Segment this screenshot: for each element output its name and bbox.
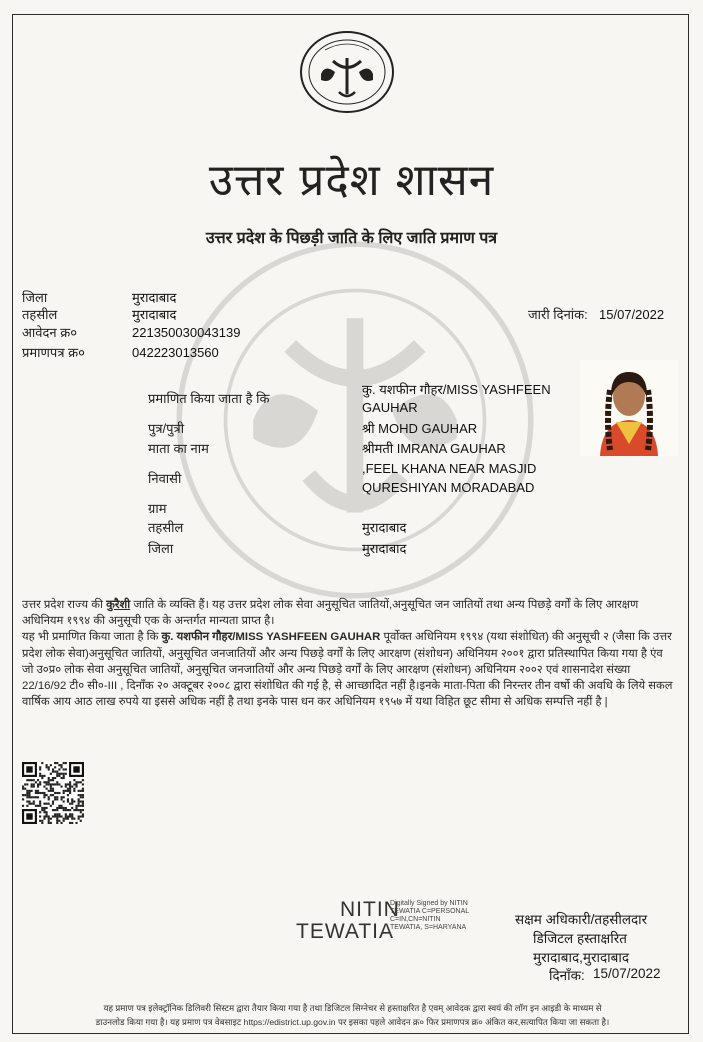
person-name-line2: GAUHAR — [362, 400, 418, 415]
mother-name-label: माता का नाम — [148, 441, 209, 456]
certify-label: प्रमाणित किया जाता है कि — [148, 391, 270, 406]
person-district-value: मुरादाबाद — [362, 541, 407, 556]
up-government-seal — [297, 30, 397, 114]
government-title: उत्तर प्रदेश शासन — [208, 155, 495, 206]
body-paragraph-2: यह भी प्रमाणित किया जाता है कि कु. यशफीन गौहर/MISS YASHFEEN GAUHAR पूर्वोक्त अधिनियम १९९४ (यथा संशोधित) की अनुसूची २ (जैसा कि उत्तर प्रदेश लोक सेवा)अनुसूचित जातियों, अनुसूचित जनजातियों और अन्य पिछड़े वर्गों के लिए आरक्षण (संशोधन) अधिनियम २००१ द्वारा प्रतिस्थापित किया गया है एंव जो उ०प्र० लोक सेवा अनुसूचित जातियों, अनुसूचित जनजातियों और अन्य पिछड़े वर्गों के लिए आरक्षण (संशोधन) अधिनियम २००२ एवं शासनादेश संख्या 22/16/92 टी० सी०-III , दिनाँक २० अक्टूबर २००८ द्वारा संशोधित की गई है, से आच्छादित नहीं है।इनके माता-पिता की निरन्तर तीन वर्षो की अवधि के लिये सकल वार्षिक आय आठ लाख रुपये या इससे अधिक नहीं है तथा इनके पास धन कर अधिनियम १९५७ में यथा विहित छूट सीमा से अधिक सम्पत्ति नहीं है | — [22, 631, 673, 709]
father-name-value: श्री MOHD GAUHAR — [362, 421, 478, 436]
person-tehsil-value: मुरादाबाद — [362, 520, 407, 535]
person-tehsil-label: तहसील — [148, 520, 184, 535]
officer-date-value: 15/07/2022 — [593, 966, 661, 981]
body-paragraph-1: उत्तर प्रदेश राज्य की कुरैशी जाति के व्यक्ति हैं। यह उत्तर प्रदेश लोक सेवा अनुसूचित जातियों,अनुसूचित जन जातियों तथा अन्य पिछड़े वर्गों के लिए आरक्षण अधिनियम १९९४ की अनुसूची एक के अन्तर्गत मान्यता प्राप्त है। — [22, 599, 639, 628]
application-number-label: आवेदन क्र० — [22, 325, 77, 340]
district-value: मुरादाबाद — [132, 290, 177, 305]
district-label: जिला — [22, 290, 48, 305]
resident-label: निवासी — [148, 471, 182, 486]
mother-name-value: श्रीमती IMRANA GAUHAR — [362, 441, 506, 456]
watermark-emblem — [170, 235, 540, 605]
tehsil-value: मुरादाबाद — [132, 307, 177, 322]
relation-label: पुत्र/पुत्री — [148, 421, 185, 436]
applicant-photo — [580, 360, 678, 456]
footer-line-1: यह प्रमाण पत्र इलेक्ट्रॉनिक डिलिवरी सिस्टम द्वारा तैयार किया गया है तथा डिजिटल सिग्नेचर से हस्ताक्षरित है एवम् आवेदक द्वारा स्वयं की लॉग इन आइडी के माध्यम से — [103, 1003, 602, 1013]
certificate-body — [22, 597, 677, 710]
officer-designation: सक्षम अधिकारी/तहसीलदार — [515, 912, 648, 927]
village-label: ग्राम — [148, 501, 167, 516]
footer-note — [30, 1001, 675, 1029]
certificate-number-value: 042223013560 — [132, 345, 219, 360]
officer-digital-sign: डिजिटल हस्ताक्षरित — [533, 931, 627, 946]
officer-location: मुरादाबाद,मुरादाबाद — [533, 950, 630, 965]
certificate-title: उत्तर प्रदेश के पिछड़ी जाति के लिए जाति प्रमाण पत्र — [205, 230, 498, 247]
resident-address-line1: ,FEEL KHANA NEAR MASJID — [362, 461, 537, 476]
caste-name: कुरैशी — [106, 599, 131, 611]
tehsil-label: तहसील — [22, 307, 58, 322]
resident-address-line2: QURESHIYAN MORADABAD — [362, 480, 535, 495]
issue-date-value: 15/07/2022 — [599, 307, 665, 322]
person-name-line1: कु. यशफीन गौहर/MISS YASHFEEN — [362, 382, 551, 397]
person-district-label: जिला — [148, 541, 174, 556]
signer-first-name: NITIN — [340, 898, 400, 921]
body-person-name: कु. यशफीन गौहर/MISS YASHFEEN GAUHAR — [161, 631, 381, 644]
digital-signature-details: Digitally Signed by NITIN TEWATIA C=PERSONAL C=IN,CN=NITIN TEWATIA, S=HARYANA — [390, 900, 470, 931]
certificate-number-label: प्रमाणपत्र क्र० — [22, 345, 85, 360]
signer-last-name: TEWATIA — [296, 920, 394, 943]
qr-code — [22, 762, 84, 824]
footer-line-2: डाउनलोड किया गया है। यह प्रमाण पत्र वेबसाइट https://edistrict.up.gov.in पर इसका पहले आवेदन क्र० फिर प्रमाणपत्र क्र० अंकित कर,सत्यापित किया जा सकता है। — [95, 1017, 610, 1027]
issue-date-label: जारी दिनांक: — [528, 307, 588, 322]
officer-date-label: दिनाँक: — [549, 968, 585, 983]
application-number-value: 221350030043139 — [132, 325, 241, 340]
